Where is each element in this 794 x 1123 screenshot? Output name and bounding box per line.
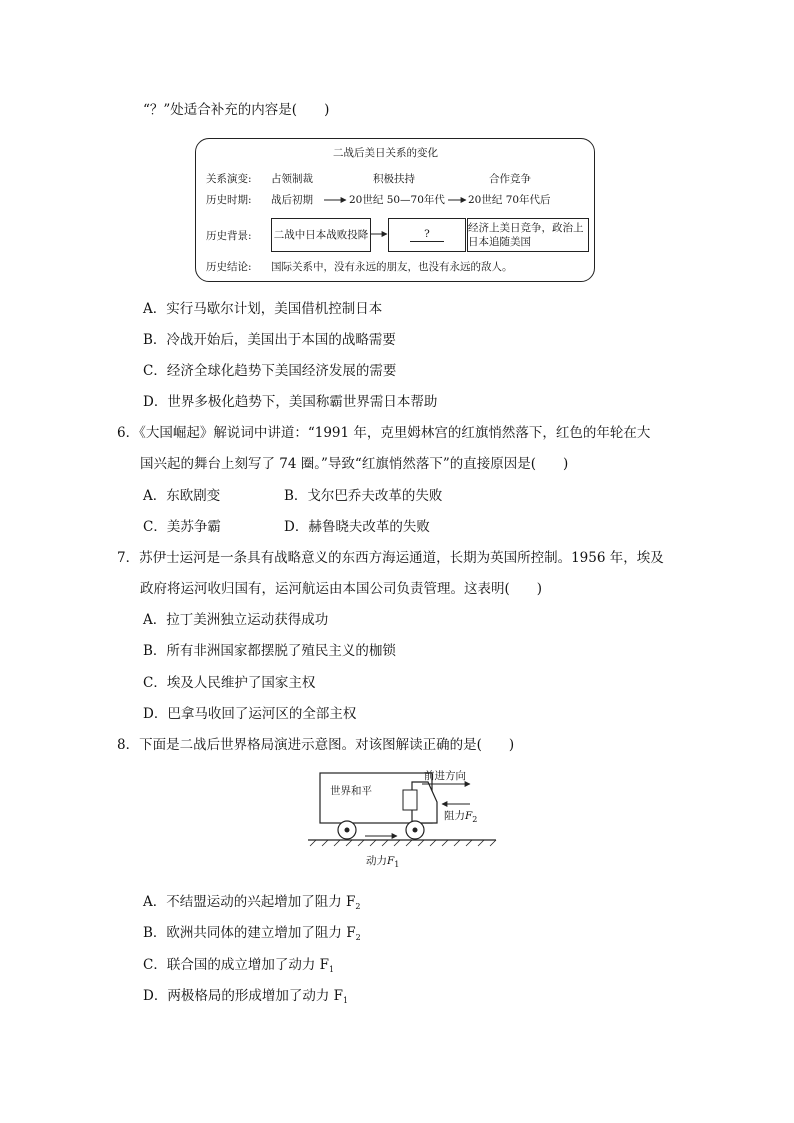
q6-option-a: A．东欧剧变 [143, 488, 221, 504]
q5-option-a: A．实行马歇尔计划，美国借机控制日本 [143, 301, 383, 317]
q5-option-d: D．世界多极化趋势下，美国称霸世界需日本帮助 [143, 394, 438, 410]
forward-label: 前进方向 [424, 770, 466, 782]
period-2: 20世纪 50—70年代 [349, 194, 445, 206]
q7-option-c: C．埃及人民维护了国家主权 [143, 675, 316, 691]
q6-option-b: B．戈尔巴乔夫改革的失败 [284, 488, 443, 504]
relation-stage-2: 积极扶持 [373, 173, 415, 185]
relation-stage-3: 合作竞争 [489, 173, 531, 185]
row-period-label: 历史时期: [206, 194, 252, 206]
q5-stem: “？”处适合补充的内容是( ) [143, 102, 330, 118]
conclusion-text: 国际关系中，没有永远的朋友，也没有永远的敌人。 [271, 261, 513, 273]
ground-hatch [310, 840, 496, 846]
q8-stem: 8．下面是二战后世界格局演进示意图。对该图解读正确的是( ) [117, 737, 515, 753]
world-peace-truck-diagram [300, 766, 510, 876]
background-box-3: 经济上美日竞争，政治上日本追随美国 [467, 218, 589, 252]
truck-label: 世界和平 [330, 785, 372, 797]
q8-option-a: A．不结盟运动的兴起增加了阻力 $F_2$ [143, 894, 361, 911]
q7-option-a: A．拉丁美洲独立运动获得成功 [143, 612, 329, 628]
resistance-label: 阻力$F_2$ [444, 810, 478, 824]
q7-option-b: B．所有非洲国家都摆脱了殖民主义的枷锁 [143, 643, 396, 659]
background-box-unknown [388, 218, 466, 252]
truck-window [403, 790, 417, 810]
row-background-label: 历史背景: [206, 230, 252, 242]
q6-stem-line1: 6．《大国崛起》解说词中讲道：“1991 年，克里姆林宫的红旗悄然落下，红色的年轮在大 [117, 425, 651, 441]
us-japan-relations-diagram [195, 138, 595, 282]
relation-stage-1: 占领制裁 [271, 173, 313, 185]
unknown-mark: ? [410, 228, 444, 242]
q7-stem-line2: 政府将运河收归国有，运河航运由本国公司负责管理。这表明( ) [140, 581, 543, 597]
q8-option-c: C．联合国的成立增加了动力 $F_1$ [143, 957, 335, 974]
diagram-title: 二战后美日关系的变化 [333, 147, 438, 159]
background-box-1: 二战中日本战败投降 [271, 218, 371, 252]
q6-option-d: D．赫鲁晓夫改革的失败 [284, 519, 430, 535]
q6-stem-line2: 国兴起的舞台上刻写了 74 圈。”导致“红旗悄然落下”的直接原因是( ) [140, 456, 569, 472]
row-relation-label: 关系演变: [206, 173, 252, 185]
driving-force-label: 动力$F_1$ [366, 855, 400, 869]
q6-option-c: C．美苏争霸 [143, 519, 221, 535]
q5-option-c: C．经济全球化趋势下美国经济发展的需要 [143, 363, 397, 379]
row-conclusion-label: 历史结论: [206, 261, 252, 273]
period-1: 战后初期 [271, 194, 313, 206]
q8-option-d: D．两极格局的形成增加了动力 $F_1$ [143, 988, 349, 1005]
period-3: 20世纪 70年代后 [468, 194, 551, 206]
q8-option-b: B．欧洲共同体的建立增加了阻力 $F_2$ [143, 925, 361, 942]
q5-option-b: B．冷战开始后，美国出于本国的战略需要 [143, 332, 396, 348]
diagram-arrows [196, 139, 594, 281]
q7-stem-line1: 7．苏伊士运河是一条具有战略意义的东西方海运通道，长期为英国所控制。1956 年，埃及 [117, 550, 664, 566]
q7-option-d: D．巴拿马收回了运河区的全部主权 [143, 706, 357, 722]
